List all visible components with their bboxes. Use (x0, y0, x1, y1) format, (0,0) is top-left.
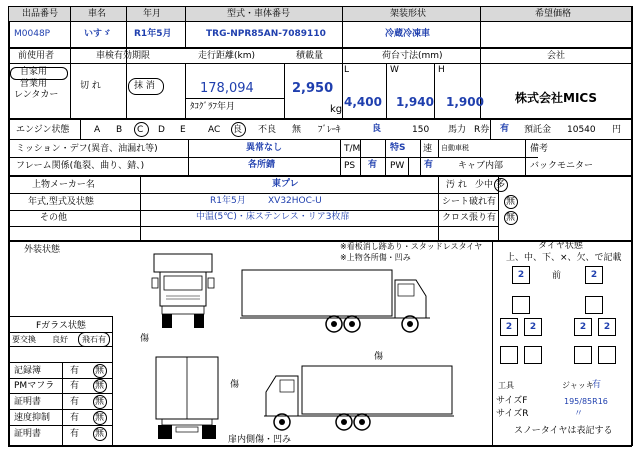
doc-yes-1: 有 (70, 366, 80, 376)
dirt-label: 汚 れ (446, 180, 467, 190)
exterior-note-1: ※看板消し跡あり・スタッドレスタイヤ (340, 242, 483, 251)
upper-year-label: 年式,型式及状態 (28, 197, 94, 207)
size-r-value: 〃 (574, 409, 584, 419)
engine-grade-a: A (94, 125, 101, 135)
tire-front-label: 前 (552, 271, 562, 281)
doc-yes-2: 有 (70, 381, 80, 391)
damage-mark-3: 傷 (230, 380, 240, 390)
doc-no-5: 無 (95, 429, 105, 439)
glass-replace: 要交換 (12, 335, 36, 344)
ac-bad: 不良 (258, 125, 277, 135)
inspection-expired: 切 れ (80, 81, 101, 91)
frame-value: 各所錆 (248, 160, 276, 170)
tire-spare-right (585, 296, 603, 314)
auto-tax-label: 自動車税 (441, 144, 469, 152)
doc-no-3: 無 (95, 397, 105, 407)
inner-door-damage: 扉内側傷・凹み (228, 435, 292, 445)
r-ticket-label: R券 (474, 125, 490, 135)
deposit-value: 10540 (567, 125, 596, 135)
tire-front-right: 2 (585, 266, 603, 284)
tools-label: 工具 (498, 381, 514, 390)
hp-label: 馬力 (448, 125, 467, 135)
tire-rear1-outer-right: 2 (598, 318, 616, 336)
notes-label: 備考 (530, 144, 549, 154)
header-lot-label: 出品番号 (22, 9, 59, 19)
tire-spare-left (512, 296, 530, 314)
tire-rear1-inner-right: 2 (574, 318, 592, 336)
year-value: R1年5月 (134, 29, 172, 39)
capacity-label: 積載量 (296, 51, 324, 61)
back-monitor-label: バックモニター (530, 161, 594, 171)
model-value: TRG-NPR85AN-7089110 (206, 29, 326, 39)
company-value: 株式会社MICS (515, 91, 598, 105)
capacity-value: 2,950 (292, 81, 334, 96)
header-model-label: 型式・車体番号 (227, 9, 291, 19)
truck-front-view-diagram (150, 252, 216, 332)
tire-rear1-inner-left: 2 (524, 318, 542, 336)
engine-label: エンジン状態 (16, 125, 70, 135)
doc-label-5: 証明書 (14, 429, 42, 439)
tire-rear2-inner-left (524, 346, 542, 364)
pw-value: 有 (424, 160, 434, 170)
doc-label-1: 記録簿 (14, 366, 42, 376)
size-f-value: 195/85R16 (564, 397, 608, 406)
prev-user-label: 前使用者 (18, 51, 55, 61)
size-r-label: サイズR (496, 409, 529, 419)
snow-tire-note: スノータイヤは表記する (514, 426, 613, 436)
upper-other-value: 中温(5℃)・床ステンレス・リア3枚扉 (196, 212, 350, 222)
cross-no: 無 (506, 213, 516, 223)
cross-label: クロス張り (442, 213, 488, 223)
body-value: 冷蔵冷凍車 (385, 29, 431, 39)
tire-rear2-inner-right (574, 346, 592, 364)
mileage-label: 走行距離(km) (198, 51, 256, 61)
doc-yes-5: 有 (70, 429, 80, 439)
mission-label: ミッション・デフ(異音、油漏れ等) (16, 144, 158, 154)
doc-yes-3: 有 (70, 397, 80, 407)
truck-side-view-bottom-diagram (262, 364, 458, 434)
doc-label-3: 証明書 (14, 397, 42, 407)
size-f-label: サイズF (496, 396, 528, 406)
deposit-label: 預託金 (524, 125, 552, 135)
upper-other-label: その他 (40, 213, 68, 223)
glass-title: Fガラス状態 (36, 321, 86, 331)
dim-H-label: H (438, 65, 445, 75)
lot-number: M0048P (14, 29, 51, 39)
upper-year-value: R1年5月 (210, 196, 246, 206)
header-maker-label: 車名 (88, 9, 107, 19)
frame-label: フレーム関係(亀裂、曲り、錆、) (16, 161, 145, 171)
engine-grade-e: E (180, 125, 186, 135)
jack-label: ジャッキ (562, 381, 594, 390)
doc-no-2: 無 (95, 381, 105, 391)
tire-rear2-outer-right (598, 346, 616, 364)
ac-none: 無 (292, 125, 302, 135)
use-private: 自家用 (20, 67, 48, 77)
damage-mark-1: 傷 (140, 334, 150, 344)
header-price-label: 希望価格 (535, 9, 572, 19)
dim-H-value: 1,900 (446, 95, 484, 109)
dim-W-label: W (390, 65, 399, 75)
capacity-unit: kg (330, 104, 343, 115)
ac-label: AC (208, 125, 221, 135)
tire-title: タイヤ状態 (538, 241, 583, 251)
doc-yes-4: 有 (70, 413, 80, 423)
hp-value: 150 (412, 125, 430, 135)
glass-good: 良好 (52, 335, 68, 344)
seat-no: 無 (506, 197, 516, 207)
jack-value: 有 (592, 380, 602, 390)
header-year-label: 年月 (143, 9, 162, 19)
maker-value: いすゞ (84, 29, 112, 39)
damage-mark-2: 傷 (374, 352, 384, 362)
engine-grade-c: C (137, 125, 144, 135)
ps-value: 有 (368, 160, 378, 170)
doc-no-1: 無 (95, 366, 105, 376)
inspection-cancelled: 抹 消 (134, 81, 155, 91)
inspection-label: 車検有効期限 (96, 51, 151, 61)
engine-grade-b: B (116, 125, 123, 135)
dims-label: 荷台寸法(mm) (382, 51, 443, 61)
tm-label: T/M (344, 144, 361, 154)
doc-label-2: PMマフラ (14, 381, 55, 391)
dim-L-value: 4,400 (344, 95, 382, 109)
dirt-mid: 中 (484, 180, 494, 190)
brake-label: ﾌﾞﾚｰｷ (318, 125, 341, 135)
dim-W-value: 1,940 (396, 95, 434, 109)
truck-rear-view-diagram (154, 355, 220, 441)
upper-model-value: XV32HOC-U (268, 196, 322, 206)
dim-L-label: L (344, 65, 350, 75)
tire-front-left: 2 (512, 266, 530, 284)
r-ticket-value: 有 (500, 124, 510, 134)
cross-yes: 有 (487, 213, 497, 223)
cab-label: キャブ内部 (458, 161, 504, 171)
seat-label: シート破れ (442, 197, 488, 207)
brake-value: 良 (372, 124, 382, 134)
mileage-value: 178,094 (200, 81, 254, 96)
deposit-unit: 円 (612, 125, 622, 135)
tm-value: 特S (390, 143, 406, 153)
exterior-note-2: ※上物各所傷・凹み (340, 253, 411, 262)
tire-subtitle: 上、中、下、×、欠、で記載 (506, 253, 622, 263)
use-rental: レンタカー (14, 90, 59, 100)
speed-label: 速 (423, 144, 433, 154)
dirt-low: 少 (475, 180, 485, 190)
dirt-high: 多 (496, 180, 506, 190)
mission-value: 異常なし (246, 143, 283, 153)
ps-label: PS (344, 161, 356, 171)
header-body-label: 架装形状 (390, 9, 427, 19)
doc-label-4: 速度抑制 (14, 413, 51, 423)
upper-maker-value: 東プレ (272, 179, 299, 189)
upper-maker-label: 上物メーカー名 (32, 180, 95, 190)
tire-rear1-outer-left: 2 (500, 318, 518, 336)
pw-label: PW (390, 161, 405, 171)
doc-no-4: 無 (95, 413, 105, 423)
truck-side-view-top-diagram (240, 266, 436, 338)
ac-good: 良 (233, 125, 243, 135)
company-label: 会社 (547, 51, 566, 61)
use-business: 営業用 (20, 79, 48, 89)
exterior-title: 外装状態 (24, 245, 61, 255)
tacho-label: ﾀｺｸﾞﾗﾌ年月 (190, 102, 236, 112)
seat-yes: 有 (487, 197, 497, 207)
engine-grade-d: D (158, 125, 165, 135)
glass-chip: 飛石有 (82, 335, 106, 344)
tire-rear2-outer-left (500, 346, 518, 364)
